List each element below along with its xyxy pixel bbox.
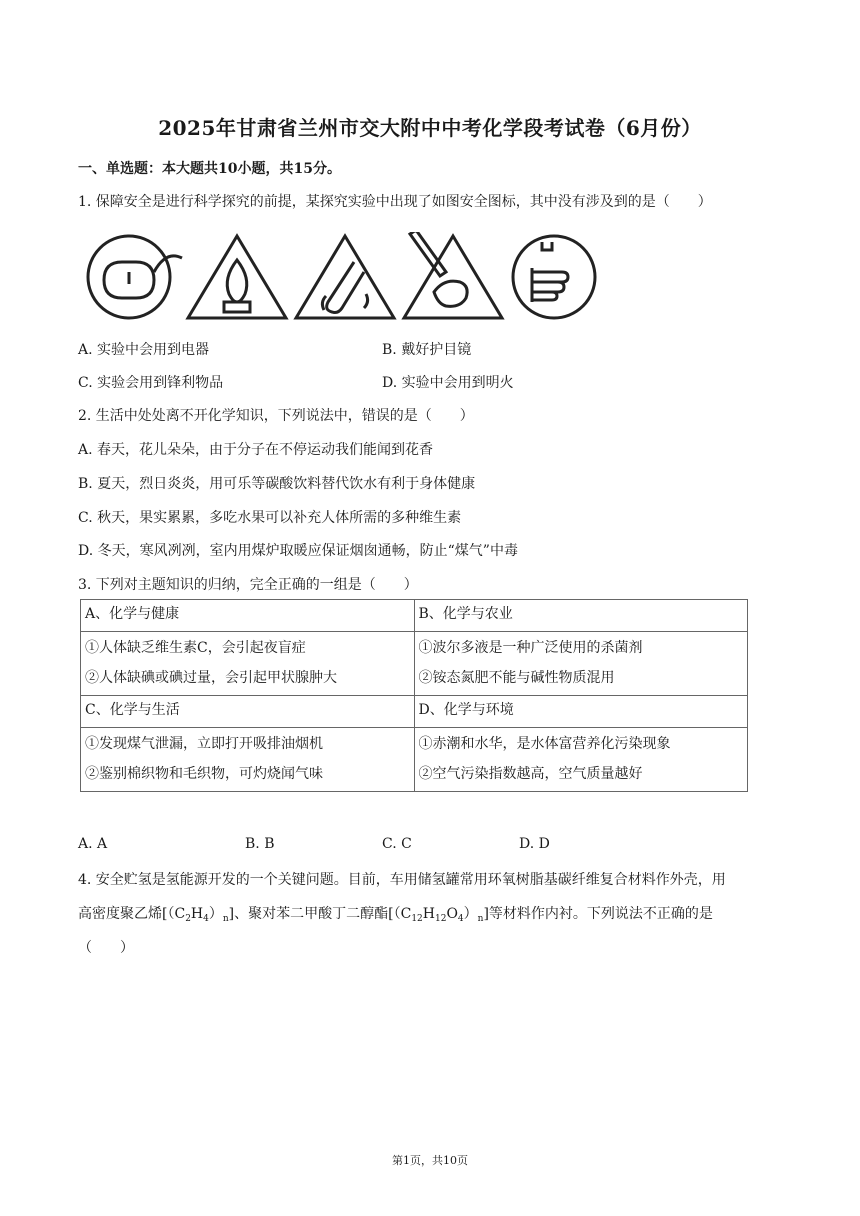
q2-option-c[interactable]: C. 秋天，果实累累，多吃水果可以补充人体所需的多种维生素 (78, 510, 462, 526)
knowledge-table (80, 599, 748, 792)
formula-text: H (422, 906, 435, 922)
table-cell-text: ②空气污染指数越高，空气质量越好 (418, 766, 643, 782)
formula-text: ]等材料作内衬。下列说法不正确的是 (483, 906, 713, 922)
sharp-object-warning-icon (404, 232, 502, 318)
table-cell-a-body (81, 632, 415, 696)
q2-option-a[interactable]: A. 春天，花儿朵朵，由于分子在不停运动我们能闻到花香 (78, 442, 434, 458)
table-cell-b-body (414, 632, 748, 696)
safety-icons (84, 232, 604, 322)
q3-option-c[interactable]: C. C (382, 836, 412, 852)
formula-subscript: n (477, 914, 484, 924)
page-footer: 第1页，共10页 (392, 1154, 468, 1167)
q3-option-b[interactable]: B. B (245, 836, 275, 852)
formula-text: ]、聚对苯二甲酸丁二醇酯[（C (228, 906, 412, 922)
question-4-line-2 (78, 903, 713, 923)
table-cell-text: ②铵态氮肥不能与碱性物质混用 (418, 670, 615, 686)
table-cell-d-body (414, 728, 748, 792)
formula-text: O (446, 906, 458, 922)
question-3-stem: 3. 下列对主题知识的归纳，完全正确的一组是（ ） (78, 577, 418, 593)
table-cell-text: ①赤潮和水华，是水体富营养化污染现象 (418, 736, 671, 752)
q2-option-d[interactable]: D. 冬天，寒风冽冽，室内用煤炉取暖应保证烟囱通畅，防止“煤气”中毒 (78, 543, 518, 559)
q1-option-b[interactable]: B. 戴好护目镜 (382, 342, 472, 358)
q2-option-b[interactable]: B. 夏天，烈日炎炎，用可乐等碳酸饮料替代饮水有利于身体健康 (78, 476, 476, 492)
table-cell-a-head: A、化学与健康 (81, 600, 415, 632)
q1-option-c[interactable]: C. 实验会用到锋利物品 (78, 375, 224, 391)
q1-option-d[interactable]: D. 实验中会用到明火 (382, 375, 514, 391)
question-4-line-3: （ ） (78, 940, 134, 956)
table-cell-c-head: C、化学与生活 (81, 696, 415, 728)
formula-text: ） (208, 906, 223, 922)
formula-subscript: 12 (411, 914, 423, 924)
page-title: 2025年甘肃省兰州市交大附中中考化学段考试卷（6月份） (158, 116, 702, 140)
table-cell-text: ①人体缺乏维生素C，会引起夜盲症 (85, 640, 306, 656)
goggles-icon (88, 236, 182, 318)
question-2-stem: 2. 生活中处处离不开化学知识，下列说法中，错误的是（ ） (78, 408, 474, 424)
q3-option-d[interactable]: D. D (519, 836, 550, 852)
table-cell-text: ①波尔多液是一种广泛使用的杀菌剂 (418, 640, 643, 656)
formula-text: H (190, 906, 204, 922)
formula-subscript: 4 (457, 914, 464, 924)
question-1-stem: 1. 保障安全是进行科学探究的前提，某探究实验中出现了如图安全图标，其中没有涉及到的是（ ） (78, 194, 712, 210)
question-4-line-1: 4. 安全贮氢是氢能源开发的一个关键问题。目前，车用储氢罐常用环氧树脂基碳纤维复合材料作外壳，用 (78, 872, 726, 888)
formula-subscript: 2 (185, 914, 191, 924)
q3-option-a[interactable]: A. A (78, 836, 108, 852)
flame-warning-icon (188, 236, 286, 318)
table-cell-text: ②人体缺碘或碘过量，会引起甲状腺肿大 (85, 670, 337, 686)
table-cell-c-body (81, 728, 415, 792)
formula-text: 高密度聚乙烯[（C (78, 906, 186, 922)
table-cell-text: ②鉴别棉织物和毛织物，可灼烧闻气味 (85, 766, 323, 782)
hot-surface-warning-icon (296, 236, 394, 318)
formula-subscript: 4 (203, 914, 209, 924)
q1-option-a[interactable]: A. 实验中会用到电器 (78, 342, 210, 358)
formula-text: ） (463, 906, 478, 922)
section-heading: 一、单选题：本大题共10小题，共15分。 (78, 161, 341, 177)
table-cell-b-head: B、化学与农业 (414, 600, 748, 632)
table-cell-d-head: D、化学与环境 (414, 696, 748, 728)
formula-subscript: 12 (434, 914, 447, 924)
formula-subscript: n (222, 914, 229, 924)
wash-hands-icon (513, 236, 595, 318)
table-cell-text: ①发现煤气泄漏，立即打开吸排油烟机 (85, 736, 323, 752)
